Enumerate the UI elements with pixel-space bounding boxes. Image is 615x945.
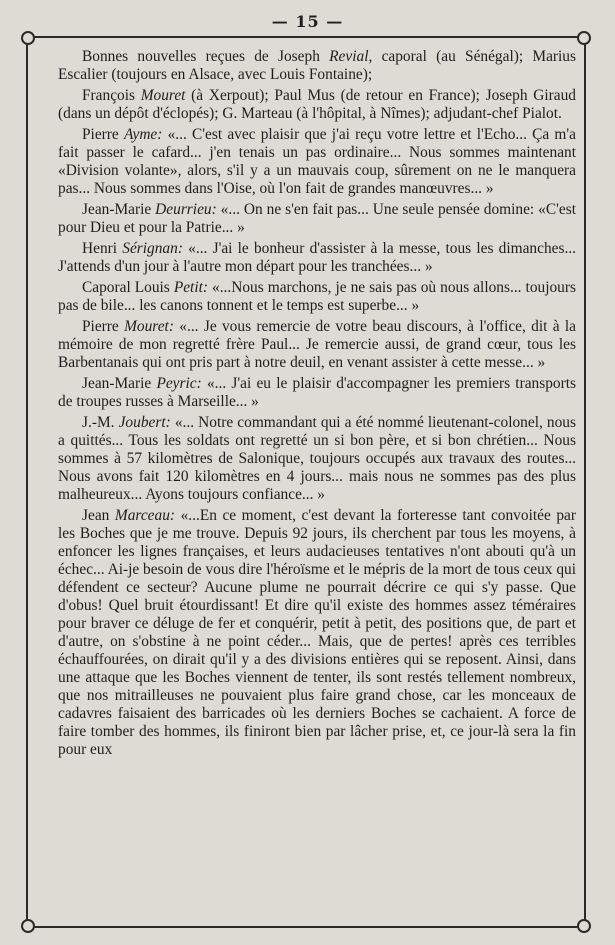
paragraph: Pierre Mouret: «... Je vous remercie de votre beau discours, à l'office, dit à la mémoire de mon regretté frère Paul... Je remercie aussi, de grand cœur, tous les Barbentanais qui ont pris part à notre deuil, en venant assister à cette messe... »	[58, 318, 576, 371]
paragraph: Jean Marceau: «...En ce moment, c'est devant la forteresse tant convoitée par les Boches que je me trouve. Depuis 92 jours, ils cherchent par tous les moyens, à enfoncer les lignes françaises, et leurs audacieuses tentatives n'ont abouti qu'à un échec... Ai-je besoin de vous dire l'héroïsme et le mépris de la mort de tous ceux qui défendent ce secteur? Aucune plume ne pourrait décrire ce qui s'y passe. Que d'obus! Quel bruit étourdissant! Et dire qu'il existe des hommes assez téméraires pour braver ce déluge de fer et conquérir, petit à petit, des positions que, de part et d'autre, on s'obstine à ne point céder... Mais, que de pertes! après ces terribles échauffourées, on dirait qu'il y a des divisions entières qui se reposent. Ainsi, dans une attaque que les Boches viennent de tenter, ils sont restés tellement nombreux, que nos mitrailleuses ne pouvaient plus faire grand chose, car les monceaux de cadavres faisaient des barricades où les derniers Boches se cachaient. A force de faire tomber des hommes, ils finiront bien par lâcher prise, et, ce jour-là sera la fin pour eux	[58, 507, 576, 758]
paragraph: François Mouret (à Xerpout); Paul Mus (de retour en France); Joseph Giraud (dans un dépôt d'éclopés); G. Marteau (à l'hôpital, à Nîmes); adjudant-chef Pialot.	[58, 87, 576, 122]
paragraph: Henri Sérignan: «... J'ai le bonheur d'assister à la messe, tous les dimanches... J'attends d'un jour à l'autre mon départ pour les tranchées... »	[58, 240, 577, 275]
paragraph: Caporal Louis Petit: «...Nous marchons, je ne sais pas où nous allons... toujours pas de bile... les canons tonnent et le temps est superbe... »	[58, 279, 576, 314]
paragraph: Jean-Marie Deurrieu: «... On ne s'en fait pas... Une seule pensée domine: «C'est pour Dieu et pour la Patrie... »	[58, 201, 576, 236]
frame-corner-ornament	[21, 31, 35, 45]
paragraph: Jean-Marie Peyric: «... J'ai eu le plaisir d'accompagner les premiers transports de troupes russes à Marseille... »	[58, 375, 576, 410]
paragraph: Bonnes nouvelles reçues de Joseph Revial, caporal (au Sénégal); Marius Escalier (toujours en Alsace, avec Louis Fontaine);	[58, 48, 576, 83]
paragraph: J.-M. Joubert: «... Notre commandant qui a été nommé lieutenant-colonel, nous a quittés... Tous les soldats ont regretté un si bon père, et si bon chrétien... Nous sommes à 57 kilomètres de Salonique, toujours occupés aux travaux des routes... Nous avons fait 120 kilomètres en 4 jours... mais nous ne sommes pas des plus malheureux... Ayons toujours confiance... »	[58, 414, 576, 503]
frame-corner-ornament	[577, 31, 591, 45]
frame-corner-ornament	[21, 919, 35, 933]
letters-body	[58, 48, 576, 762]
page-number: — 15 —	[271, 12, 344, 31]
frame-corner-ornament	[577, 919, 591, 933]
paragraph: Pierre Ayme: «... C'est avec plaisir que j'ai reçu votre lettre et l'Echo... Ça m'a fait passer le cafard... j'en tenais un pas ordinaire... Nous sommes maintenant «Division volante», alors, s'il y a un mauvais coup, sûrement on ne le manquera pas... Nous sommes dans l'Oise, où l'on fait de grandes manœuvres... »	[58, 126, 576, 197]
